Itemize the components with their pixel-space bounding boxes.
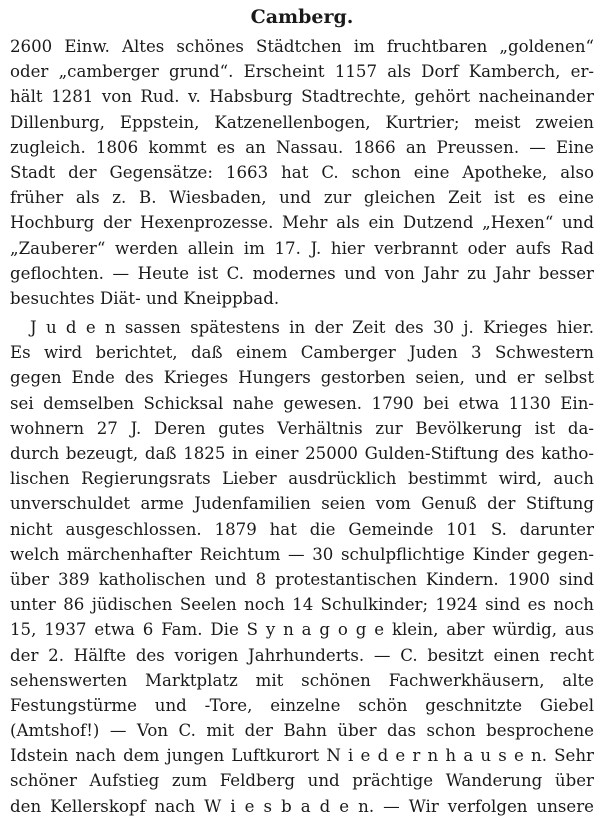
text-line: früher als z. B. Wiesbaden, und zur gleichen Zeit ist es eine (10, 188, 594, 208)
text-line: Hochburg der Hexenprozesse. Mehr als ein Dutzend „Hexen“ und (10, 213, 594, 233)
text-line: unverschuldet arme Judenfamilien seien vom Genuß der Stiftung (10, 494, 594, 514)
text-line: zugleich. 1806 kommt es an Nassau. 1866 an Preussen. — Eine (10, 137, 594, 157)
text-line: „Zauberer“ werden allein im 17. J. hier verbrannt oder aufs Rad (10, 238, 594, 258)
text-line: 2600 Einw. Altes schönes Städtchen im fruchtbaren „goldenen“ (10, 37, 594, 56)
text-line: über 389 katholischen und 8 protestantischen Kindern. 1900 sind (10, 569, 594, 589)
text-line: 15, 1937 etwa 6 Fam. Die S y n a g o g e klein, aber würdig, aus (10, 620, 594, 640)
text-line: gegen Ende des Krieges Hungers gestorben seien, und er selbst (10, 368, 594, 388)
text-line: oder „camberger grund“. Erscheint 1157 als Dorf Kamberch, er- (10, 62, 594, 82)
text-line: J u d e n sassen spätestens in der Zeit des 30 j. Krieges hier. (30, 318, 594, 338)
text-line: (Amtshof!) — Von C. mit der Bahn über das schon besprochene (10, 721, 594, 741)
text-line: Es wird berichtet, daß einem Camberger Juden 3 Schwestern (10, 343, 594, 363)
page-title: Camberg. (250, 6, 354, 28)
text-line: lischen Regierungsrats Lieber ausdrücklich bestimmt wird, auch (10, 469, 594, 489)
text-line: durch bezeugt, daß 1825 in einer 25000 Gulden-Stiftung des katho- (10, 444, 594, 463)
text-line: welch märchenhafter Reichtum — 30 schulpflichtige Kinder gegen- (10, 544, 594, 564)
text-line: wohnern 27 J. Deren gutes Verhältnis zur Bevölkerung ist da- (10, 418, 594, 438)
text-line: den Kellerskopf nach W i e s b a d e n. — Wir verfolgen unsere (10, 796, 594, 816)
text-line: geflochten. — Heute ist C. modernes und von Jahr zu Jahr besser (10, 263, 594, 283)
text-line: sehenswerten Marktplatz mit schönen Fachwerkhäusern, alte (10, 670, 594, 690)
text-line: hält 1281 von Rud. v. Habsburg Stadtrechte, gehört nacheinander (10, 87, 594, 107)
paragraph-history (10, 34, 594, 311)
text-line: der 2. Hälfte des vorigen Jahrhunderts. — C. besitzt einen recht (10, 645, 594, 665)
text-line: schöner Aufstieg zum Feldberg und prächtige Wanderung über (10, 771, 594, 791)
text-line: Dillenburg, Eppstein, Katzenellenbogen, Kurtrier; meist zweien (10, 112, 594, 132)
paragraph-juden (10, 315, 594, 819)
text-line: sei demselben Schicksal nahe gewesen. 1790 bei etwa 1130 Ein- (10, 393, 594, 413)
text-line: besuchtes Diät- und Kneippbad. (10, 288, 280, 308)
text-line: unter 86 jüdischen Seelen noch 14 Schulkinder; 1924 sind es noch (10, 595, 594, 615)
text-line: nicht ausgeschlossen. 1879 hat die Gemeinde 101 S. darunter (10, 519, 594, 539)
text-line: Idstein nach dem jungen Luftkurort N i e d e r n h a u s e n. Sehr (10, 746, 594, 766)
text-line: Stadt der Gegensätze: 1663 hat C. schon eine Apotheke, also (10, 162, 594, 182)
text-line: Festungstürme und -Tore, einzelne schön geschnitzte Giebel (10, 695, 594, 715)
